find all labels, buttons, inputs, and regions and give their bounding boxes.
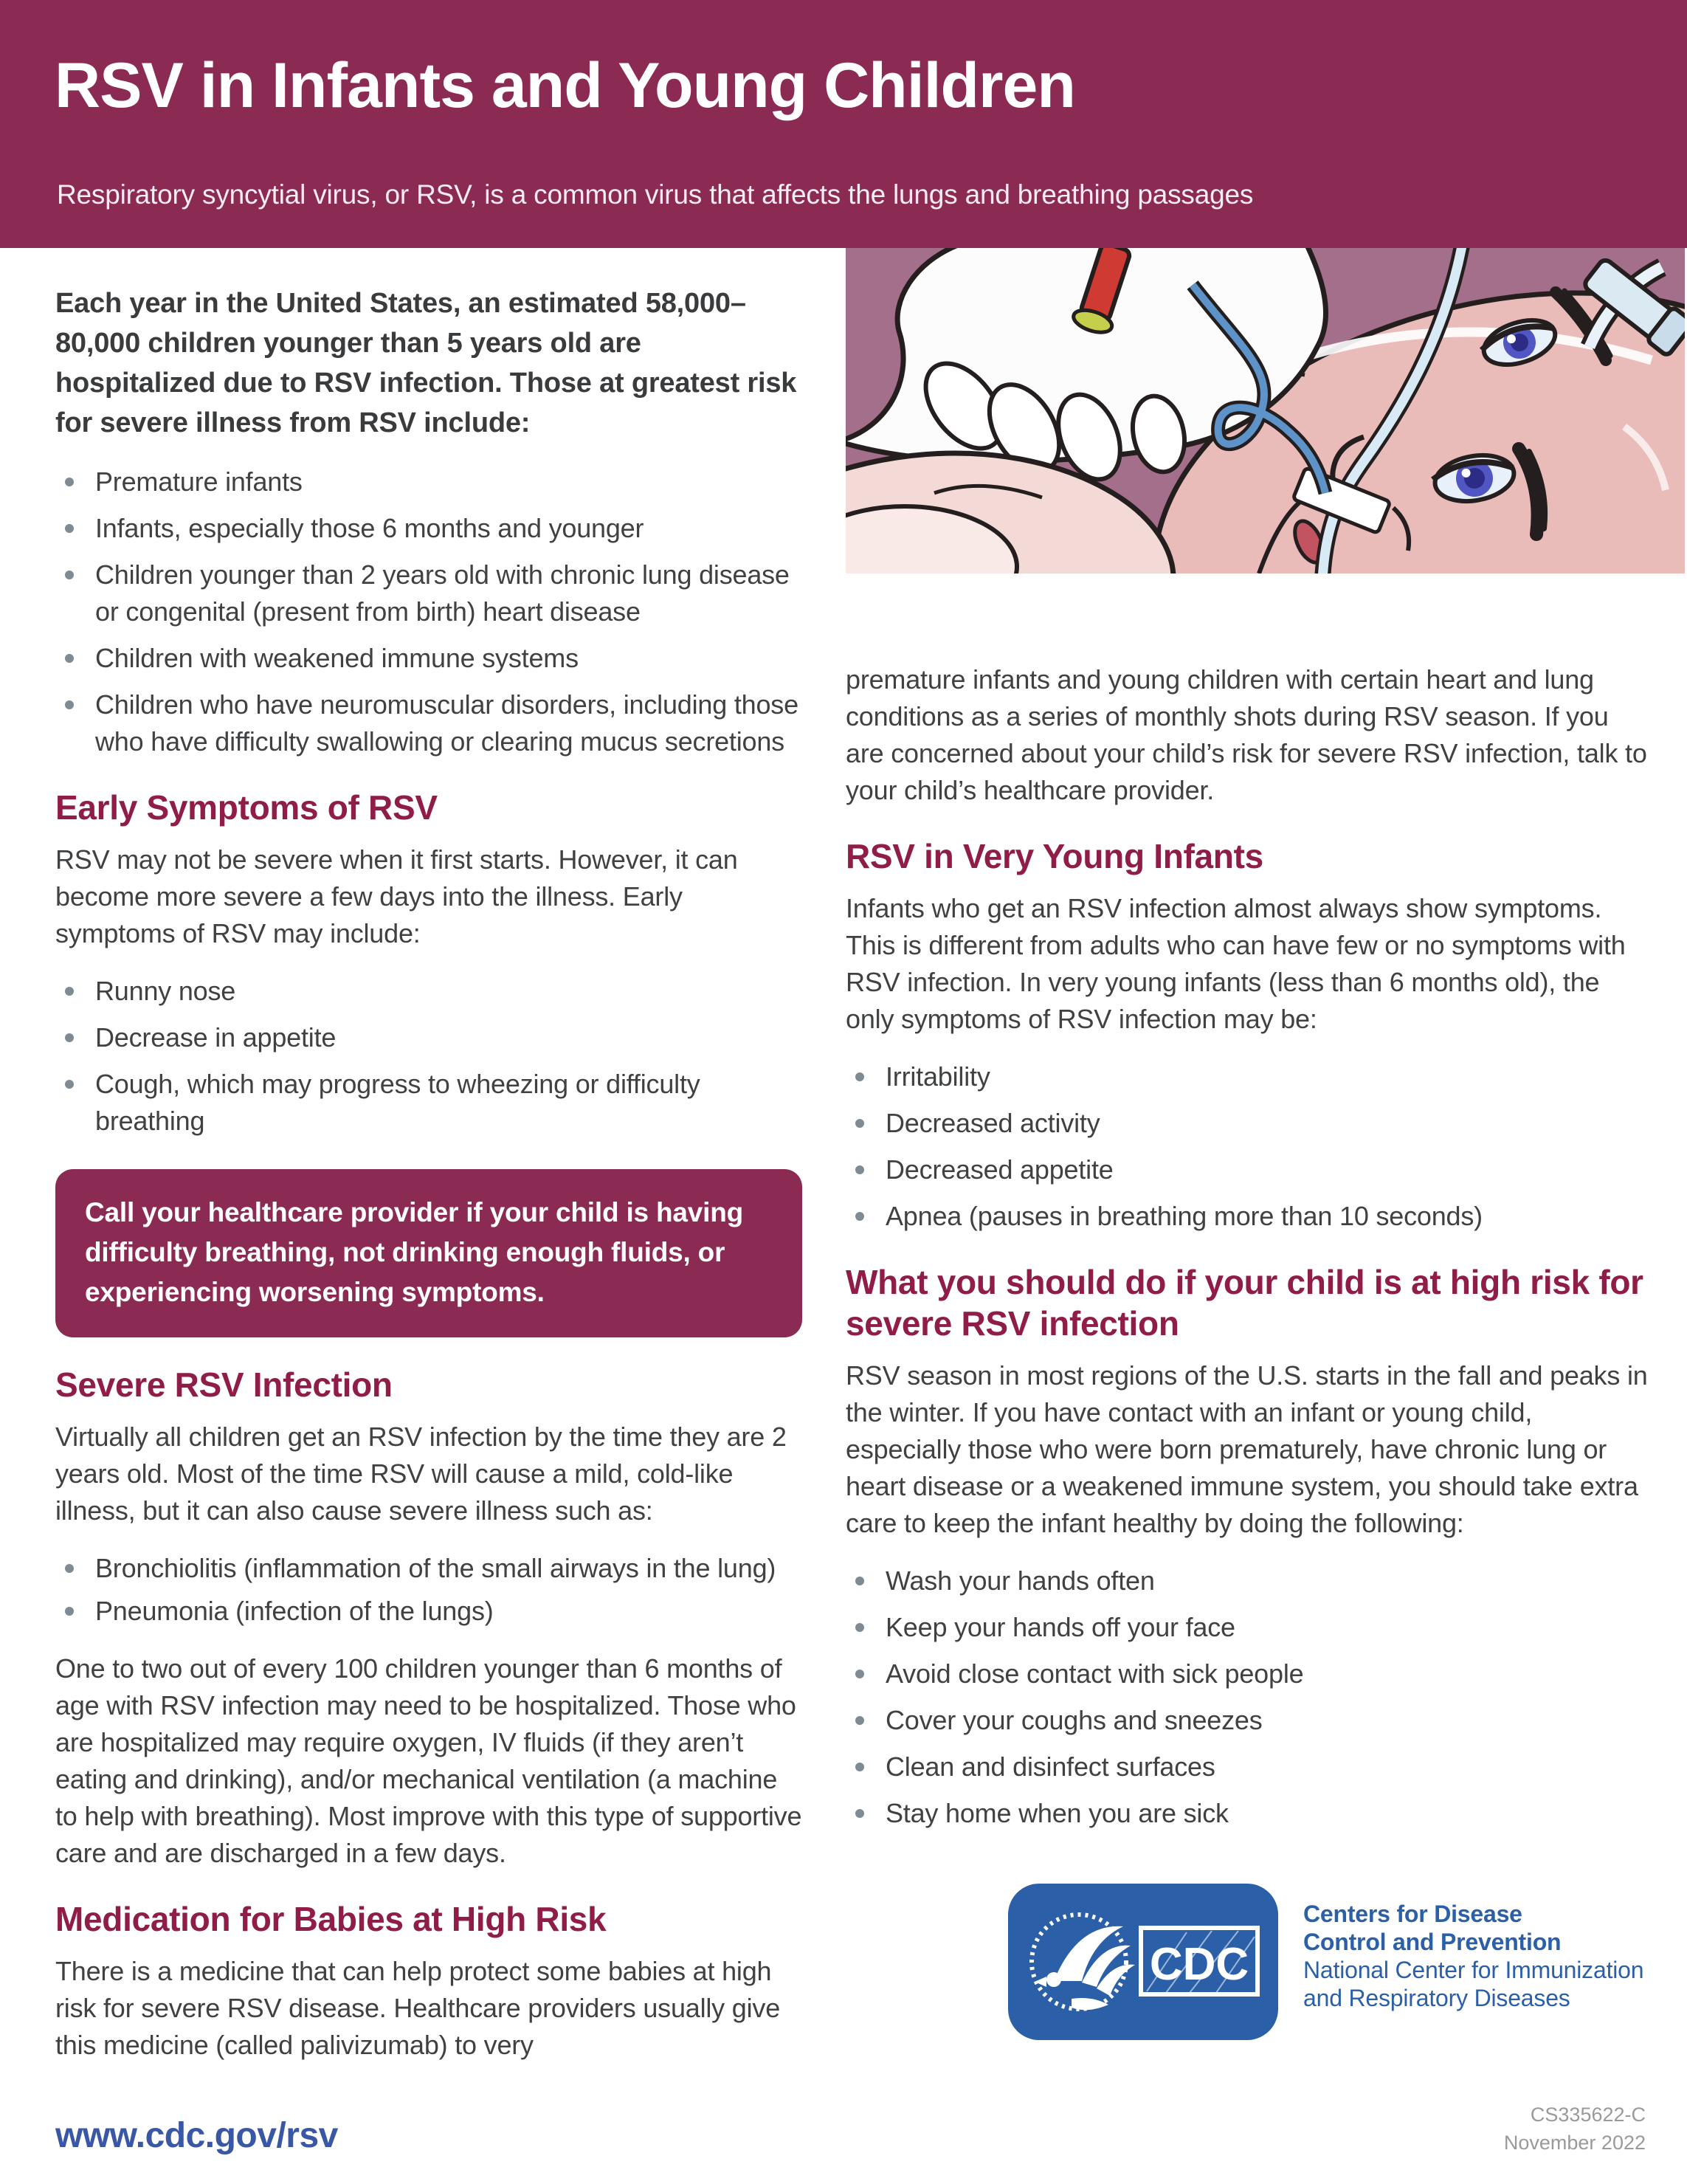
hospitalization-paragraph: One to two out of every 100 children younger than 6 months of age with RSV infection may need to be hospitalized. Those who are hospitalized may require oxygen, IV fluids (if they aren’t eating and drinking), and/or mechanical ventilation (a machine to help with breathing). Most improve with this type of supportive care and are discharged in a few days. [55, 1653, 802, 1868]
cdc-logo [1008, 1884, 1278, 2040]
list-item: Keep your hands off your face [846, 1609, 1650, 1646]
list-item: Clean and disinfect surfaces [846, 1749, 1650, 1785]
cdc-letters: CDC [1149, 1939, 1249, 1990]
medication-paragraph: There is a medicine that can help protect some babies at high risk for severe RSV disease. Healthcare providers usually give this medicine (called palivizumab) to very [55, 1956, 781, 2060]
very-young-symptoms-list [846, 1058, 1650, 1235]
list-item: Children younger than 2 years old with chronic lung disease or congenital (present from birth) heart disease [55, 557, 802, 630]
section-heading-early-symptoms: Early Symptoms of RSV [55, 788, 438, 827]
cdc-agency-text [1303, 1884, 1643, 2012]
cdc-center-line: and Respiratory Diseases [1303, 1985, 1570, 2011]
severe-illness-list [55, 1550, 802, 1630]
page-title: RSV in Infants and Young Children [55, 50, 1075, 121]
cdc-letters-box [1141, 1928, 1258, 1994]
list-item: Decreased appetite [846, 1151, 1650, 1188]
document-code: CS335622-C [1530, 2104, 1646, 2126]
high-risk-paragraph: RSV season in most regions of the U.S. starts in the fall and peaks in the winter. If you have contact with an infant or young child, especially those who were born prematurely, have chronic lung or heart disease or a weakened immune system, you should take extra care to keep the infant healthy by doing the following: [846, 1360, 1648, 1538]
section-heading-medication: Medication for Babies at High Risk [55, 1900, 607, 1938]
severe-infection-paragraph: Virtually all children get an RSV infection by the time they are 2 years old. Most of the time RSV will cause a mild, cold-like illness, but it can also cause severe illness such as: [55, 1422, 787, 1526]
section-heading-severe-infection: Severe RSV Infection [55, 1365, 393, 1404]
list-item: Stay home when you are sick [846, 1795, 1650, 1832]
cdc-org-line: Control and Prevention [1303, 1929, 1562, 1955]
list-item: Irritability [846, 1058, 1650, 1095]
section-heading-high-risk: What you should do if your child is at high risk for severe RSV infection [846, 1263, 1643, 1343]
page-header [0, 0, 1687, 248]
list-item: Runny nose [55, 973, 802, 1010]
baby-illustration [846, 248, 1685, 573]
list-item: Decreased activity [846, 1105, 1650, 1142]
list-item: Avoid close contact with sick people [846, 1656, 1650, 1692]
left-column [55, 248, 802, 2064]
list-item: Apnea (pauses in breathing more than 10 seconds) [846, 1198, 1650, 1235]
medication-continuation-paragraph: premature infants and young children with certain heart and lung conditions as a series of monthly shots during RSV season. If you are concerned about your child’s risk for severe RSV infection, talk to your child’s healthcare provider. [846, 664, 1647, 805]
list-item: Wash your hands often [846, 1563, 1650, 1599]
cdc-center-line: National Center for Immunization [1303, 1957, 1644, 1983]
list-item: Cover your coughs and sneezes [846, 1702, 1650, 1739]
right-column [846, 661, 1650, 2040]
cdc-rsv-link[interactable]: www.cdc.gov/rsv [55, 2116, 338, 2155]
list-item: Decrease in appetite [55, 1019, 802, 1056]
early-symptoms-paragraph: RSV may not be severe when it first starts. However, it can become more severe a few days into the illness. Early symptoms of RSV may include: [55, 844, 738, 948]
very-young-infants-paragraph: Infants who get an RSV infection almost always show symptoms. This is different from adults who can have few or no symptoms with RSV infection. In very young infants (less than 6 months old), the only symptoms of RSV infection may be: [846, 893, 1626, 1034]
baby-illustration-art [846, 248, 1685, 573]
cdc-org-line: Centers for Disease [1303, 1901, 1522, 1927]
list-item: Children with weakened immune systems [55, 640, 802, 677]
page-subtitle: Respiratory syncytial virus, or RSV, is a common virus that affects the lungs and breathing passages [57, 179, 1254, 210]
intro-paragraph: Each year in the United States, an estimated 58,000–80,000 children younger than 5 years old are hospitalized due to RSV infection. Those at greatest risk for severe illness from RSV include: [55, 288, 797, 438]
document-date: November 2022 [1503, 2132, 1646, 2154]
prevention-list [846, 1563, 1650, 1832]
list-item: Pneumonia (infection of the lungs) [55, 1593, 802, 1630]
list-item: Premature infants [55, 464, 802, 500]
section-heading-very-young-infants: RSV in Very Young Infants [846, 837, 1263, 875]
list-item: Bronchiolitis (inflammation of the small airways in the lung) [55, 1550, 802, 1587]
list-item: Cough, which may progress to wheezing or difficulty breathing [55, 1066, 802, 1140]
cdc-logo-block [1008, 1884, 1650, 2040]
risk-bullet-list [55, 464, 802, 760]
list-item: Infants, especially those 6 months and younger [55, 510, 802, 547]
callout-box: Call your healthcare provider if your child is having difficulty breathing, not drinking enough fluids, or experiencing worsening symptoms. [55, 1169, 802, 1337]
list-item: Children who have neuromuscular disorders, including those who have difficulty swallowing or clearing mucus secretions [55, 686, 802, 760]
document-meta [1504, 2101, 1646, 2157]
early-symptoms-list [55, 973, 802, 1140]
